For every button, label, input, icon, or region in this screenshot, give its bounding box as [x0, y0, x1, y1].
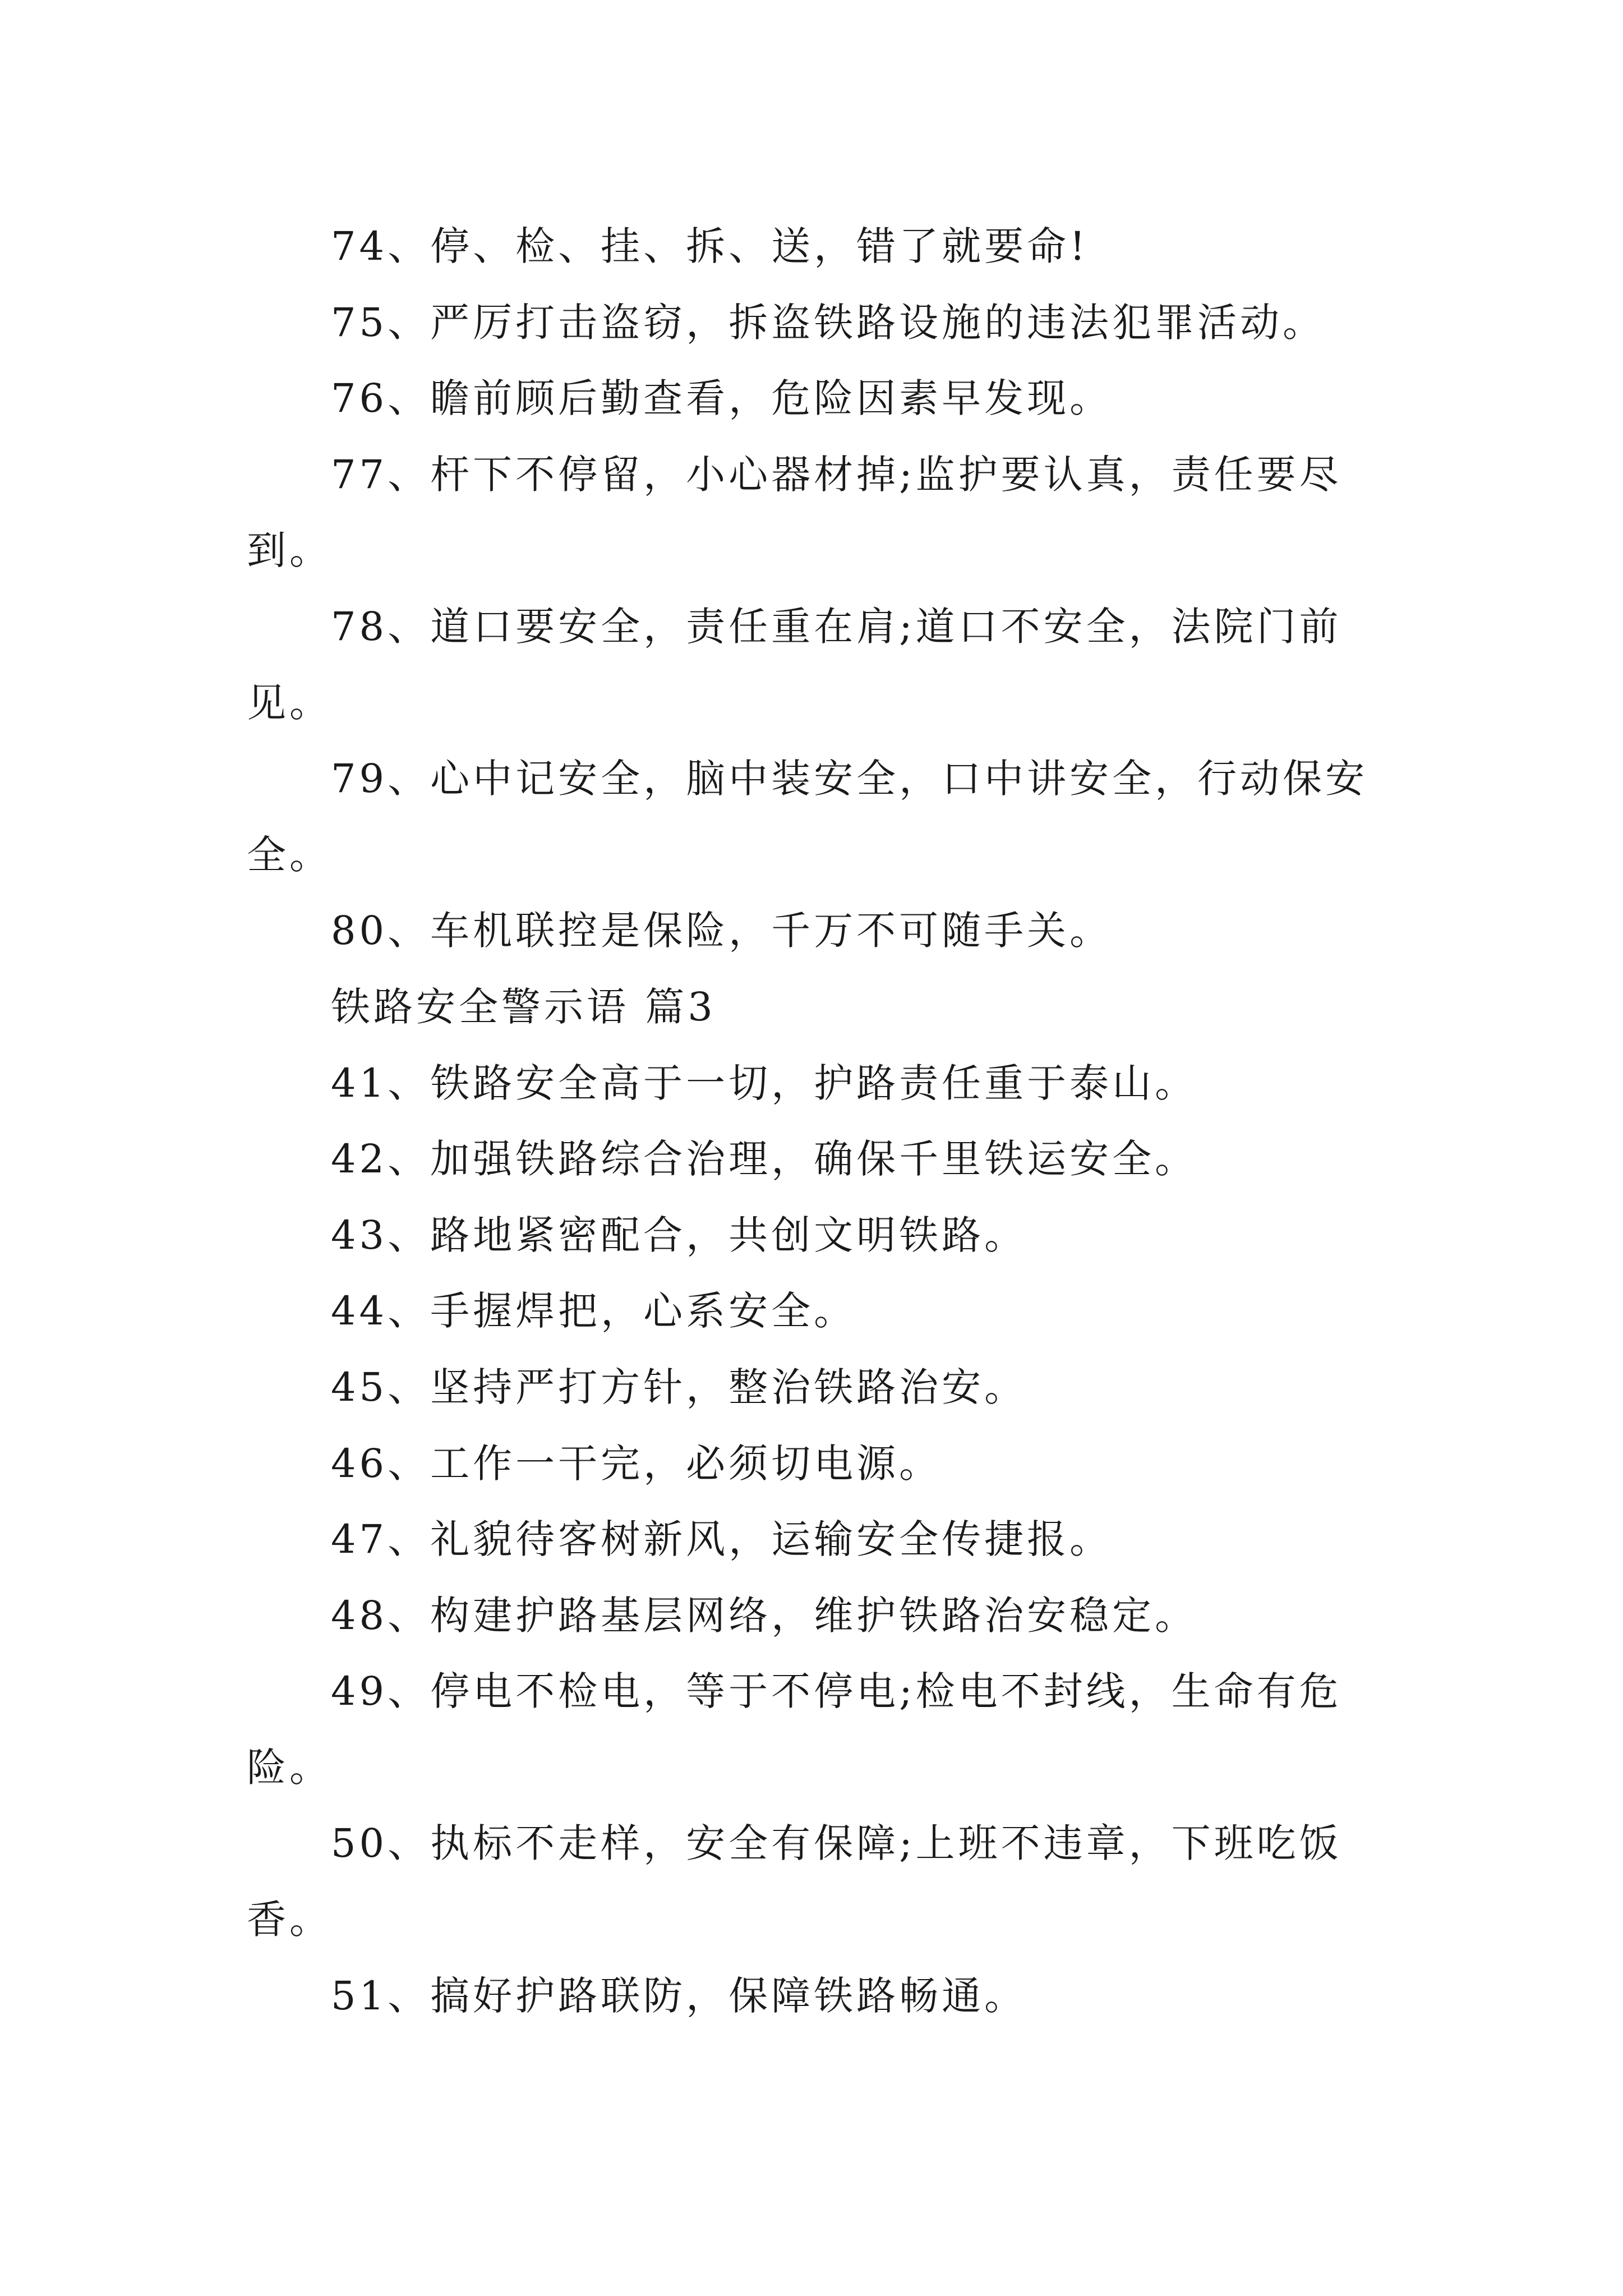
paragraph-74: 74、停、检、挂、拆、送，错了就要命! — [331, 223, 1089, 269]
paragraph-50: 50、执标不走样，安全有保障;上班不违章，下班吃饭香。 — [247, 1820, 1342, 1943]
paragraph-75: 75、严厉打击盗窃，拆盗铁路设施的违法犯罪活动。 — [331, 299, 1326, 346]
paragraph-51: 51、搞好护路联防，保障铁路畅通。 — [331, 1972, 1027, 2019]
paragraph-47: 47、礼貌待客树新风，运输安全传捷报。 — [331, 1516, 1113, 1563]
paragraph-43: 43、路地紧密配合，共创文明铁路。 — [331, 1212, 1027, 1258]
paragraph-77: 77、杆下不停留，小心器材掉;监护要认真，责任要尽到。 — [247, 451, 1342, 574]
paragraph-45: 45、坚持严打方针，整治铁路治安。 — [331, 1364, 1027, 1410]
paragraph-49: 49、停电不检电，等于不停电;检电不封线，生命有危险。 — [247, 1668, 1342, 1791]
paragraph-76: 76、瞻前顾后勤查看，危险因素早发现。 — [331, 375, 1113, 422]
paragraph-46: 46、工作一干完，必须切电源。 — [331, 1440, 942, 1487]
paragraph-42: 42、加强铁路综合治理，确保千里铁运安全。 — [331, 1136, 1198, 1182]
paragraph-48: 48、构建护路基层网络，维护铁路治安稳定。 — [331, 1592, 1198, 1639]
paragraph-80: 80、车机联控是保险，千万不可随手关。 — [331, 908, 1113, 954]
paragraph-44: 44、手握焊把，心系安全。 — [331, 1288, 857, 1335]
paragraph-79: 79、心中记安全，脑中装安全，口中讲安全，行动保安全。 — [247, 756, 1368, 878]
document-body — [247, 209, 1391, 2034]
section-heading: 铁路安全警示语 篇3 — [331, 983, 716, 1030]
paragraph-78: 78、道口要安全，责任重在肩;道口不安全，法院门前见。 — [247, 603, 1342, 726]
paragraph-41: 41、铁路安全高于一切，护路责任重于泰山。 — [331, 1060, 1198, 1106]
